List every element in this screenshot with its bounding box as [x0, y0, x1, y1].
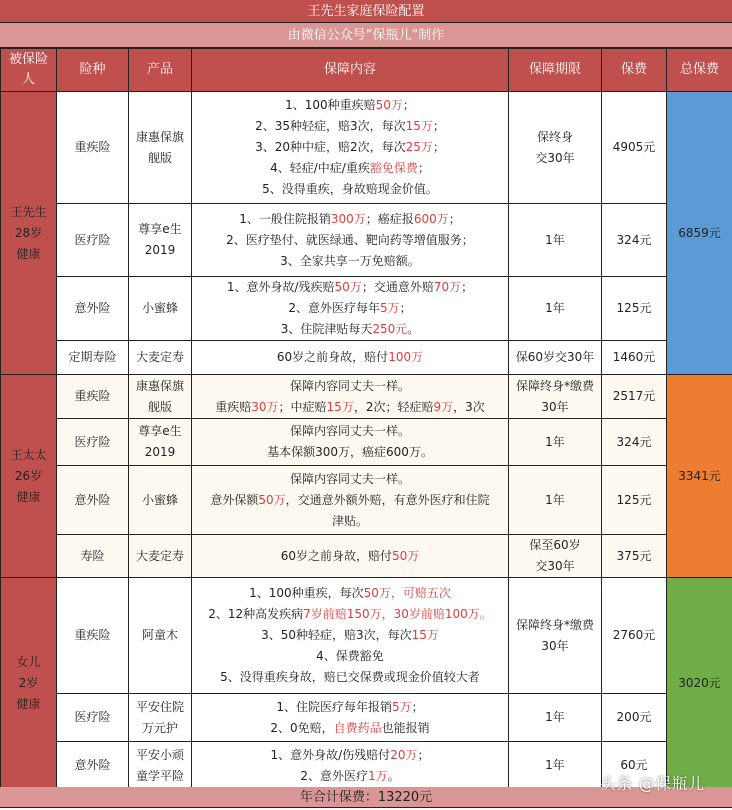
coverage-text: 60岁之前身故，赔付: [276, 350, 389, 364]
coverage-text: ；: [432, 119, 445, 133]
coverage-highlight: 25万: [405, 140, 433, 154]
coverage-term-cell: [509, 375, 602, 419]
total-premium-cell: 6859元: [667, 92, 732, 375]
coverage-text: 1、意外身故/残疾赔: [226, 280, 335, 294]
coverage-cell: [192, 92, 509, 204]
coverage-line: [192, 604, 508, 625]
coverage-line: [192, 137, 508, 158]
header-term: 保障期限: [509, 49, 602, 92]
coverage-highlight: 9万: [433, 399, 454, 414]
coverage-term-line: 1年: [545, 434, 565, 449]
product-cell: [129, 694, 192, 742]
coverage-text: ；: [411, 699, 424, 714]
premium-cell: 60元: [602, 742, 667, 790]
coverage-line: [192, 511, 508, 532]
coverage-highlight: 豁免保费: [369, 161, 418, 175]
product-cell: [129, 466, 192, 535]
coverage-term-line: 1年: [545, 301, 565, 315]
coverage-line: [192, 766, 508, 787]
coverage-text: 4、轻症/中症/重疾: [270, 161, 370, 175]
product-cell: [129, 277, 192, 341]
header-insured: 被保险人: [1, 49, 57, 92]
coverage-term-cell: [509, 742, 602, 790]
coverage-highlight: 5万: [379, 301, 400, 315]
product-name-line: 大麦定寿: [135, 350, 184, 364]
coverage-line: [192, 209, 508, 230]
coverage-line: [192, 277, 508, 298]
insurance-type-cell: 重疾险: [57, 375, 129, 419]
coverage-text: 1、住院医疗每年报销: [276, 699, 392, 714]
table-row: [1, 466, 732, 535]
coverage-text: 4、保费豁免: [316, 649, 384, 663]
coverage-term-line: 保终身: [536, 129, 573, 144]
coverage-text: ；: [417, 747, 430, 762]
coverage-line: [192, 347, 508, 368]
coverage-highlight: 15万: [411, 628, 439, 642]
insured-person-cell: [1, 578, 57, 790]
coverage-text: 1、100种重疾赔: [285, 98, 376, 112]
product-cell: [129, 204, 192, 277]
coverage-cell: [192, 375, 509, 419]
coverage-term-cell: [509, 92, 602, 204]
coverage-term-line: 1年: [545, 232, 565, 247]
coverage-highlight: 250元: [372, 322, 408, 336]
insurance-table: [0, 48, 732, 790]
insurance-type-cell: 意外险: [57, 466, 129, 535]
coverage-text: 保障内容同丈夫一样。: [289, 378, 410, 393]
coverage-line: [192, 397, 508, 418]
coverage-term-line: 30年: [541, 399, 569, 414]
insurance-type-cell: 医疗险: [57, 419, 129, 466]
coverage-text: 3、全家共享一万免赔额。: [280, 253, 420, 268]
product-cell: [129, 375, 192, 419]
coverage-term-cell: [509, 419, 602, 466]
insured-person-line: 健康: [16, 246, 41, 261]
total-premium-cell: 3341元: [667, 375, 732, 578]
coverage-highlight: 7岁前赔150万，30岁前赔100万。: [303, 607, 492, 621]
sheet-subtitle: 由微信公众号“保瓶儿”制作: [0, 23, 732, 48]
insurance-type-cell: 重疾险: [57, 578, 129, 694]
premium-cell: 4905元: [602, 92, 667, 204]
coverage-text: 2、12种高发疾病: [208, 607, 304, 621]
table-row: [1, 535, 732, 578]
insured-person-line: 健康: [16, 697, 41, 711]
coverage-highlight: 50万: [334, 280, 362, 294]
coverage-line: [192, 116, 508, 137]
coverage-text: 1、意外身故/伤残赔付: [270, 747, 391, 762]
coverage-text: 。: [407, 322, 420, 336]
insurance-type-cell: 医疗险: [57, 694, 129, 742]
header-premium: 保费: [602, 49, 667, 92]
insured-person-line: 女儿: [16, 655, 41, 669]
product-name-line: 尊享e生: [138, 222, 182, 236]
insurance-type-cell: 意外险: [57, 277, 129, 341]
insurance-type-cell: 定期寿险: [57, 341, 129, 375]
coverage-text: 2、医疗垫付、就医绿通、靶向药等增值服务；: [226, 232, 474, 247]
coverage-term-cell: [509, 204, 602, 277]
coverage-highlight: 100万: [388, 350, 424, 364]
premium-cell: 2517元: [602, 375, 667, 419]
coverage-text: ；: [448, 211, 461, 226]
product-cell: [129, 92, 192, 204]
coverage-text: 保障内容同丈夫一样。: [289, 424, 410, 438]
product-name-line: 平安小顽: [135, 747, 184, 762]
coverage-line: [192, 376, 508, 397]
coverage-text: 也能报销: [381, 720, 430, 735]
coverage-highlight: 30万: [251, 399, 279, 414]
coverage-line: [192, 442, 508, 463]
coverage-highlight: 自费药品: [333, 720, 382, 735]
premium-cell: 200元: [602, 694, 667, 742]
coverage-line: [192, 251, 508, 272]
coverage-text: ，交通意外额外赔，有意外医疗和住院: [285, 492, 490, 507]
coverage-text: 1、100种重疾，每次: [249, 586, 364, 600]
coverage-cell: [192, 277, 509, 341]
coverage-line: [192, 421, 508, 442]
coverage-term-cell: [509, 277, 602, 341]
coverage-cell: [192, 341, 509, 375]
product-cell: [129, 419, 192, 466]
coverage-highlight: 1万: [367, 768, 388, 783]
coverage-cell: [192, 578, 509, 694]
product-cell: [129, 341, 192, 375]
coverage-line: [192, 745, 508, 766]
table-body: [1, 92, 732, 790]
coverage-text: 重疾赔: [215, 399, 252, 414]
coverage-line: [192, 667, 508, 688]
coverage-cell: [192, 742, 509, 790]
coverage-term-line: 交30年: [535, 559, 575, 573]
coverage-line: [192, 718, 508, 739]
coverage-highlight: 20万: [390, 747, 418, 762]
product-name-line: 平安住院: [135, 699, 184, 714]
product-cell: [129, 535, 192, 578]
coverage-term-cell: [509, 694, 602, 742]
insured-person-cell: [1, 92, 57, 375]
table-row: [1, 277, 732, 341]
table-row: [1, 92, 732, 204]
coverage-term-line: 保障终身*缴费: [515, 378, 594, 393]
watermark: 头条 @保瓶儿: [600, 774, 705, 793]
product-name-line: 2019: [144, 243, 176, 257]
insurance-type-cell: 重疾险: [57, 92, 129, 204]
premium-cell: 324元: [602, 419, 667, 466]
coverage-text: ；: [417, 161, 430, 175]
coverage-line: [192, 583, 508, 604]
coverage-text: 2、意外医疗: [300, 768, 368, 783]
coverage-line: [192, 469, 508, 490]
insured-person-line: 王太太: [10, 447, 47, 462]
premium-cell: 375元: [602, 535, 667, 578]
insured-person-line: 2岁: [18, 676, 39, 690]
header-row: [1, 49, 732, 92]
coverage-text: 3、住院津贴每天: [280, 322, 373, 336]
product-name-line: 康惠保旗: [135, 378, 184, 393]
table-row: [1, 419, 732, 466]
coverage-text: ；中症赔: [278, 399, 327, 414]
insured-person-cell: [1, 375, 57, 578]
coverage-line: [192, 490, 508, 511]
sheet-title: 王先生家庭保险配置: [0, 0, 732, 23]
coverage-highlight: 600万: [413, 211, 449, 226]
coverage-highlight: 300万: [330, 211, 366, 226]
coverage-text: 。: [387, 768, 400, 783]
coverage-text: 基本保额300万，癌症600万。: [267, 445, 433, 459]
coverage-highlight: 15万: [326, 399, 354, 414]
coverage-text: ；: [402, 98, 415, 112]
coverage-text: ；交通意外赔: [361, 280, 434, 294]
insured-person-line: 健康: [16, 489, 41, 504]
coverage-term-cell: [509, 466, 602, 535]
coverage-text: ；: [432, 140, 445, 154]
product-name-line: 阿童木: [141, 628, 178, 642]
coverage-highlight: 15万: [405, 119, 433, 133]
premium-cell: 125元: [602, 277, 667, 341]
coverage-text: 5、没得重疾身故，赔已交保费或现金价值较大者: [220, 670, 480, 684]
product-cell: [129, 578, 192, 694]
coverage-line: [192, 697, 508, 718]
product-name-line: 小蜜蜂: [141, 492, 178, 507]
coverage-cell: [192, 419, 509, 466]
coverage-text: 1、一般住院报销: [239, 211, 331, 226]
insured-person-line: 王先生: [10, 204, 47, 219]
coverage-text: 意外保额: [210, 492, 259, 507]
annual-total: 年合计保费：13220元: [0, 787, 732, 808]
table-row: [1, 341, 732, 375]
coverage-line: [192, 298, 508, 319]
product-name-line: 小蜜蜂: [141, 301, 178, 315]
total-premium-cell: 3020元: [667, 578, 732, 790]
coverage-highlight: 50万，可赔五次: [363, 586, 451, 600]
coverage-term-line: 保障终身*缴费: [515, 617, 594, 632]
header-coverage: 保障内容: [192, 49, 509, 92]
coverage-text: 津贴。: [331, 513, 368, 528]
table-row: [1, 694, 732, 742]
insurance-type-cell: 寿险: [57, 535, 129, 578]
table-row: [1, 204, 732, 277]
coverage-text: 2、35种轻症，赔3次，每次: [255, 119, 406, 133]
product-name-line: 万元护: [141, 720, 178, 735]
coverage-line: [192, 158, 508, 179]
coverage-cell: [192, 466, 509, 535]
coverage-highlight: 50万: [258, 492, 286, 507]
header-total: 总保费: [667, 49, 732, 92]
coverage-highlight: 5万: [391, 699, 412, 714]
coverage-term-line: 交30年: [535, 150, 575, 165]
coverage-highlight: 70万: [433, 280, 462, 294]
product-name-line: 童学平险: [135, 768, 184, 783]
coverage-text: ；: [399, 301, 412, 315]
coverage-line: [192, 646, 508, 667]
coverage-term-cell: [509, 535, 602, 578]
coverage-text: ；: [461, 280, 474, 294]
table-row: [1, 375, 732, 419]
coverage-highlight: 50万: [392, 548, 420, 563]
coverage-cell: [192, 204, 509, 277]
coverage-term-cell: [509, 341, 602, 375]
coverage-term-line: 保至60岁: [529, 538, 581, 552]
coverage-cell: [192, 535, 509, 578]
product-name-line: 舰版: [147, 150, 172, 165]
premium-cell: 324元: [602, 204, 667, 277]
coverage-text: ；癌症报: [365, 211, 414, 226]
product-name-line: 康惠保旗: [135, 129, 184, 144]
coverage-text: 60岁之前身故，赔付: [280, 548, 392, 563]
insurance-type-cell: 意外险: [57, 742, 129, 790]
product-name-line: 2019: [144, 445, 176, 459]
product-name-line: 尊享e生: [138, 424, 182, 438]
product-name-line: 大麦定寿: [135, 548, 184, 563]
coverage-highlight: 50万: [375, 98, 403, 112]
coverage-line: [192, 625, 508, 646]
coverage-term-line: 1年: [545, 492, 565, 507]
coverage-cell: [192, 694, 509, 742]
coverage-text: 2、意外医疗每年: [288, 301, 380, 315]
coverage-line: [192, 95, 508, 116]
product-cell: [129, 742, 192, 790]
coverage-term-line: 30年: [541, 638, 569, 653]
premium-cell: 2760元: [602, 578, 667, 694]
coverage-text: 3、50种轻症，赔3次，每次: [261, 628, 412, 642]
coverage-term-line: 1年: [545, 758, 565, 772]
coverage-line: [192, 546, 508, 567]
coverage-text: 2、0免赔，: [270, 720, 334, 735]
coverage-term-line: 保60岁交30年: [515, 350, 595, 364]
coverage-term-cell: [509, 578, 602, 694]
coverage-text: ，3次: [453, 399, 485, 414]
coverage-text: 保障内容同丈夫一样。: [289, 471, 410, 486]
product-name-line: 舰版: [147, 399, 172, 414]
premium-cell: 125元: [602, 466, 667, 535]
coverage-text: 5、没得重疾，身故赔现金价值。: [262, 182, 438, 196]
coverage-term-line: 1年: [545, 710, 565, 724]
coverage-line: [192, 230, 508, 251]
coverage-text: 3、20种中症，赔2次，每次: [255, 140, 406, 154]
coverage-line: [192, 179, 508, 200]
insured-person-line: 26岁: [14, 468, 43, 483]
coverage-text: ，2次；轻症赔: [353, 399, 434, 414]
insured-person-line: 28岁: [14, 225, 43, 240]
premium-cell: 1460元: [602, 341, 667, 375]
header-type: 险种: [57, 49, 129, 92]
header-product: 产品: [129, 49, 192, 92]
coverage-line: [192, 319, 508, 340]
table-row: [1, 578, 732, 694]
insurance-type-cell: 医疗险: [57, 204, 129, 277]
